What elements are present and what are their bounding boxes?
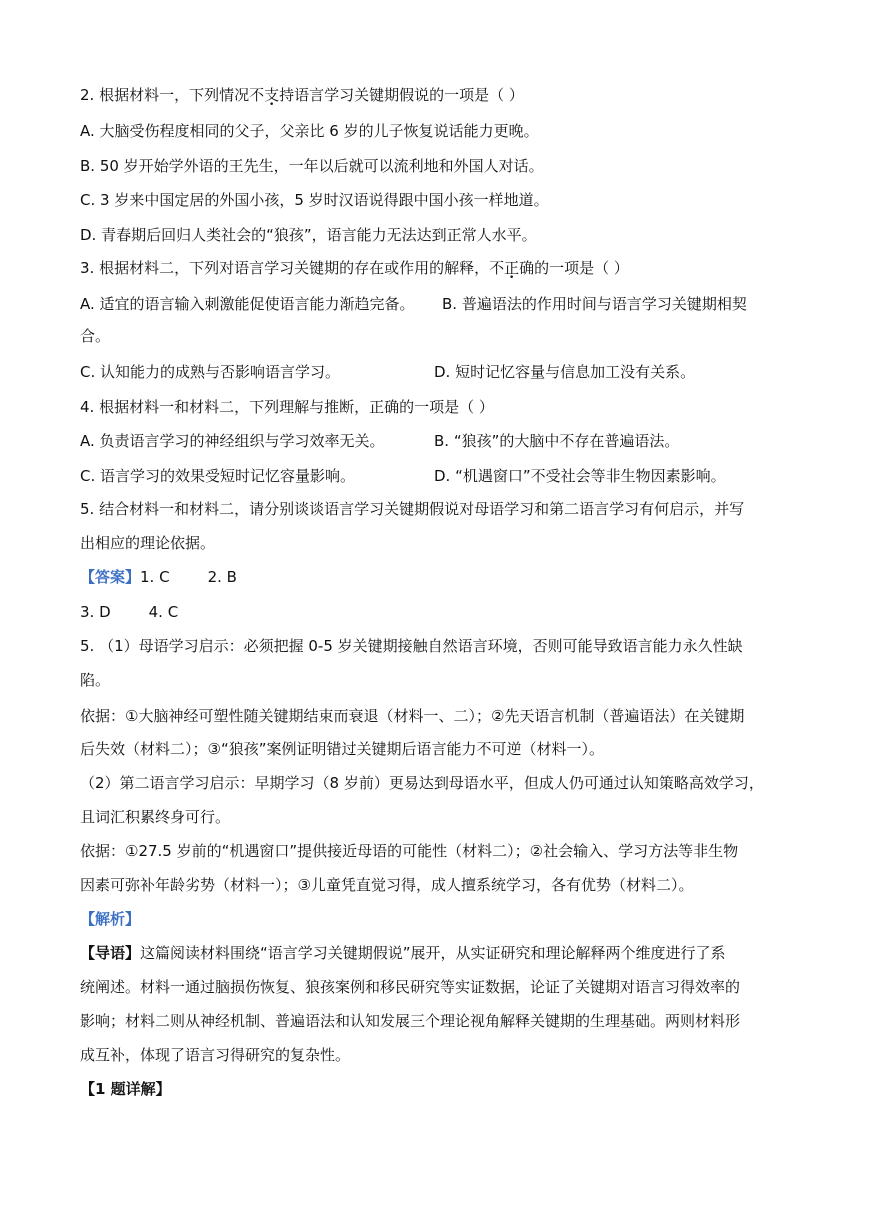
answer-1: 1. C <box>140 568 170 586</box>
answer-row-1 <box>80 567 237 587</box>
q3-option-d: D. 短时记忆容量与信息加工没有关系。 <box>434 363 696 381</box>
answer-4: 4. C <box>148 603 179 621</box>
q2-option-c: C. 3 岁来中国定居的外国小孩，5 岁时汉语说得跟中国小孩一样地道。 <box>80 191 549 209</box>
q4-option-c: C. 语言学习的效果受短时记忆容量影响。 <box>80 467 356 485</box>
q2-option-b: B. 50 岁开始学外语的王先生，一年以后就可以流利地和外国人对话。 <box>80 157 544 175</box>
q4-option-b: B. “狼孩”的大脑中不存在普遍语法。 <box>434 432 680 450</box>
q2-stem-part: 2. 根据材料一，下列情况 <box>80 86 250 104</box>
q3-stem-emphasis: 不正确 <box>489 259 535 277</box>
q3-option-a: A. 适宜的语言输入刺激能促使语言能力渐趋完备。 <box>80 295 415 313</box>
lead-text: 这篇阅读材料围绕“语言学习关键期假说”展开，从实证研究和理论解释两个维度进行了系 <box>140 944 726 962</box>
q2-stem-emphasis: 不支持 <box>249 86 295 104</box>
basis-2-line-2: 因素可弥补年龄劣势（材料一）；③儿童凭直觉习得，成人擅系统学习，各有优势（材料二）。 <box>80 876 694 894</box>
answer-3: 3. D <box>80 603 111 621</box>
answer-2: 2. B <box>207 568 237 586</box>
q2-option-a: A. 大脑受伤程度相同的父子，父亲比 6 岁的儿子恢复说话能力更晚。 <box>80 122 539 140</box>
lead-line-2: 统阐述。材料一通过脑损伤恢复、狼孩案例和移民研究等实证数据，论证了关键期对语言习得效率的 <box>80 978 741 996</box>
lead-line-1 <box>80 943 726 963</box>
answer-5-1-line-1: 5. （1）母语学习启示：必须把握 0-5 岁关键期接触自然语言环境，否则可能导致语言能力永久性缺 <box>80 637 743 655</box>
q1-detail-heading: 【1 题详解】 <box>80 1080 171 1098</box>
lead-label: 【导语】 <box>80 944 141 962</box>
answer-row-2 <box>80 602 178 622</box>
q2-stem <box>80 85 524 105</box>
answer-label: 【答案】 <box>80 568 141 586</box>
answer-5-2-line-2: 且词汇积累终身可行。 <box>80 808 231 826</box>
q2-stem-part-2: 语言学习关键期假说的一项是（ ） <box>294 86 524 104</box>
analysis-label: 【解析】 <box>80 910 141 928</box>
q4-stem: 4. 根据材料一和材料二，下列理解与推断，正确的一项是（ ） <box>80 398 494 416</box>
basis-1-line-1: 依据：①大脑神经可塑性随关键期结束而衰退（材料一、二）；②先天语言机制（普遍语法）在关键期 <box>80 707 745 725</box>
answer-5-1-line-2: 陷。 <box>80 671 111 689</box>
lead-line-3: 影响；材料二则从神经机制、普遍语法和认知发展三个理论视角解释关键期的生理基础。两则材料形 <box>80 1012 741 1030</box>
lead-line-4: 成互补，体现了语言习得研究的复杂性。 <box>80 1046 351 1064</box>
basis-1-line-2: 后失效（材料二）；③“狼孩”案例证明错过关键期后语言能力不可逆（材料一）。 <box>80 740 604 758</box>
q3-option-b: B. 普遍语法的作用时间与语言学习关键期相契 <box>442 295 747 313</box>
q3-stem-part-2: 的一项是（ ） <box>534 259 629 277</box>
q3-stem <box>80 258 629 278</box>
q3-stem-part: 3. 根据材料二，下列对语言学习关键期的存在或作用的解释， <box>80 259 490 277</box>
answer-5-2-line-1: （2）第二语言学习启示：早期学习（8 岁前）更易达到母语水平，但成人仍可通过认知策略高效学习， <box>80 774 764 792</box>
q4-option-a: A. 负责语言学习的神经组织与学习效率无关。 <box>80 432 385 450</box>
q3-option-b-cont: 合。 <box>80 327 111 345</box>
q5-stem-line-1: 5. 结合材料一和材料二，请分别谈谈语言学习关键期假说对母语学习和第二语言学习有何启示，并写 <box>80 500 745 518</box>
q3-option-c: C. 认知能力的成熟与否影响语言学习。 <box>80 363 341 381</box>
q5-stem-line-2: 出相应的理论依据。 <box>80 534 216 552</box>
q4-option-d: D. “机遇窗口”不受社会等非生物因素影响。 <box>434 467 726 485</box>
basis-2-line-1: 依据：①27.5 岁前的“机遇窗口”提供接近母语的可能性（材料二）；②社会输入、学习方法等非生物 <box>80 842 739 860</box>
q2-option-d: D. 青春期后回归人类社会的“狼孩”，语言能力无法达到正常人水平。 <box>80 226 537 244</box>
